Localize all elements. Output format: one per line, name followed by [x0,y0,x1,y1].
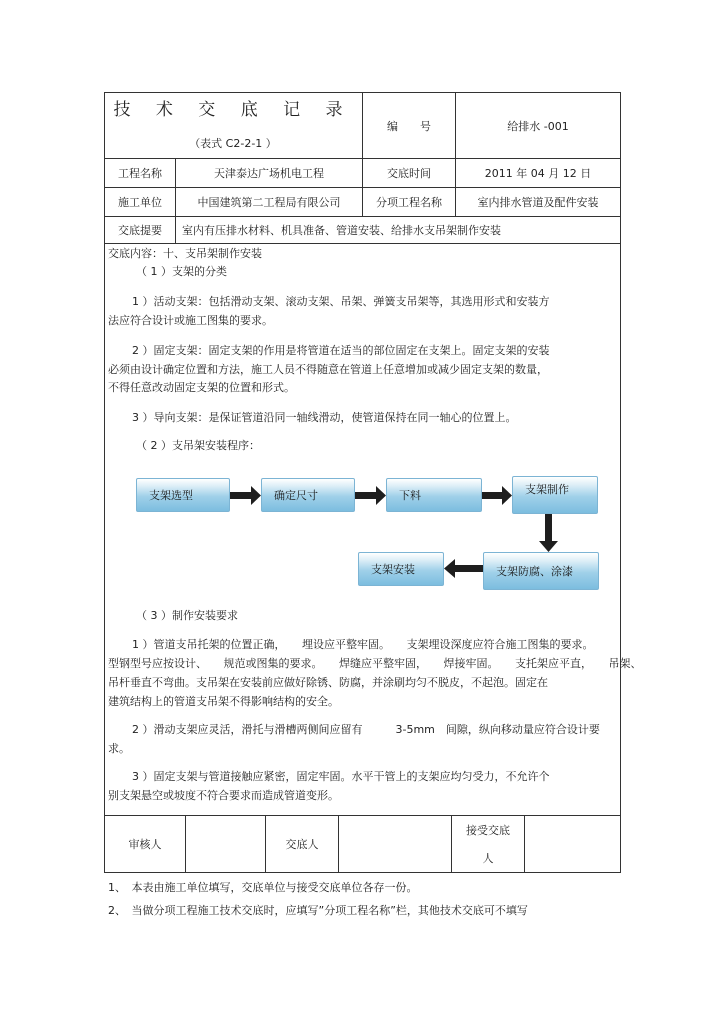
receiver-label-line1: 接受交底 [466,824,510,837]
unit-label: 施工单位 [118,196,162,209]
discloser-signature[interactable] [339,816,451,872]
date-label: 交底时间 [387,167,431,180]
date-value: 2011 年 04 月 12 日 [484,167,592,180]
s3-p3-line2: 别支架悬空或坡度不符合要求而造成管道变形。 [108,789,339,802]
number-value: 给排水 -001 [507,119,569,133]
flow-step-coat: 支架防腐、涂漆 [483,552,599,590]
s3-p2-line2: 求。 [108,742,130,755]
s1-p1-line1: 1 ）活动支架：包括滑动支架、滚动支架、吊架、弹簧支吊架等，其选用形式和安装方 [132,295,550,308]
content-heading: 交底内容：十、支吊架制作安装 [108,247,262,260]
arrow-2-shaft [355,492,377,499]
arrow-4-shaft [545,514,552,542]
record-title: 技 术 交 底 记 录 [113,100,353,120]
project-name-label: 工程名称 [118,167,162,180]
s1-p2-line2: 必须由设计确定位置和方法，施工人员不得随意在管道上任意增加或减少固定支架的数量， [108,363,548,376]
section-1-title: （ 1 ）支架的分类 [136,265,227,278]
receiver-signature[interactable] [525,816,620,872]
form-code: （表式 C2-2-1 ） [189,137,277,150]
s1-p2-line3: 不得任意改动固定支架的位置和形式。 [108,381,295,394]
section-2-title: （ 2 ）支吊架安装程序： [136,439,260,452]
flow-step-select: 支架选型 [136,478,230,512]
flow-step-size: 确定尺寸 [261,478,355,512]
summary-label: 交底提要 [118,224,162,237]
arrow-2-head [376,486,386,505]
s1-p3-line1: 3 ）导向支架：是保证管道沿同一轴线滑动，使管道保持在同一轴心的位置上。 [132,411,517,424]
footnote-1: 1、 本表由施工单位填写，交底单位与接受交底单位各存一份。 [108,881,418,894]
section-3-title: （ 3 ）制作安装要求 [136,609,238,622]
s3-p1-line4: 建筑结构上的管道支吊架不得影响结构的安全。 [108,695,339,708]
reviewer-signature[interactable] [186,816,265,872]
s3-p2-line1: 2 ）滑动支架应灵活，滑托与滑槽两侧间应留有 3-5mm 间隙，纵向移动量应符合设计要 [132,723,600,736]
number-label: 编 号 [387,119,431,133]
s3-p1-line3: 吊杆垂直不弯曲。支吊架在安装前应做好除锈、防腐，并涂刷均匀不脱皮，不起泡。固定在 [108,676,548,689]
project-name-value: 天津泰达广场机电工程 [214,167,324,180]
discloser-label: 交底人 [285,838,319,851]
s3-p1-line2: 型钢型号应按设计、 规范或图集的要求。 焊缝应平整牢固， 焊接牢固。 支托架应平直， 吊架、 [108,657,642,670]
footnote-2: 2、 当做分项工程施工技术交底时，应填写”分项工程名称”栏，其他技术交底可不填写 [108,904,528,917]
flow-step-fabricate: 支架制作 [512,476,598,514]
s3-p3-line1: 3 ）固定支架与管道接触应紧密，固定牢固。水平干管上的支架应均匀受力，不允许个 [132,770,550,783]
s1-p2-line1: 2 ）固定支架：固定支架的作用是将管道在适当的部位固定在支架上。固定支架的安装 [132,344,550,357]
reviewer-label: 审核人 [128,838,162,851]
s3-p1-line1: 1 ）管道支吊托架的位置正确， 埋设应平整牢固。 支架埋设深度应符合施工图集的要求。 [132,638,594,651]
arrow-1-head [251,486,261,505]
arrow-3-shaft [482,492,503,499]
sub-project-label: 分项工程名称 [376,196,442,209]
flow-step-cut: 下料 [386,478,482,512]
unit-value: 中国建筑第二工程局有限公司 [197,196,341,209]
arrow-4-head [539,541,558,552]
arrow-5-head [444,559,455,578]
arrow-3-head [502,486,512,505]
summary-value: 室内有压排水材料、机具准备、管道安装、给排水支吊架制作安装 [182,224,501,237]
sub-project-value: 室内排水管道及配件安装 [477,196,599,209]
s1-p1-line2: 法应符合设计或施工图集的要求。 [108,314,273,327]
flow-step-install: 支架安装 [358,552,444,586]
receiver-label-line2: 人 [482,852,494,865]
arrow-5-shaft [454,565,483,572]
arrow-1-shaft [230,492,252,499]
